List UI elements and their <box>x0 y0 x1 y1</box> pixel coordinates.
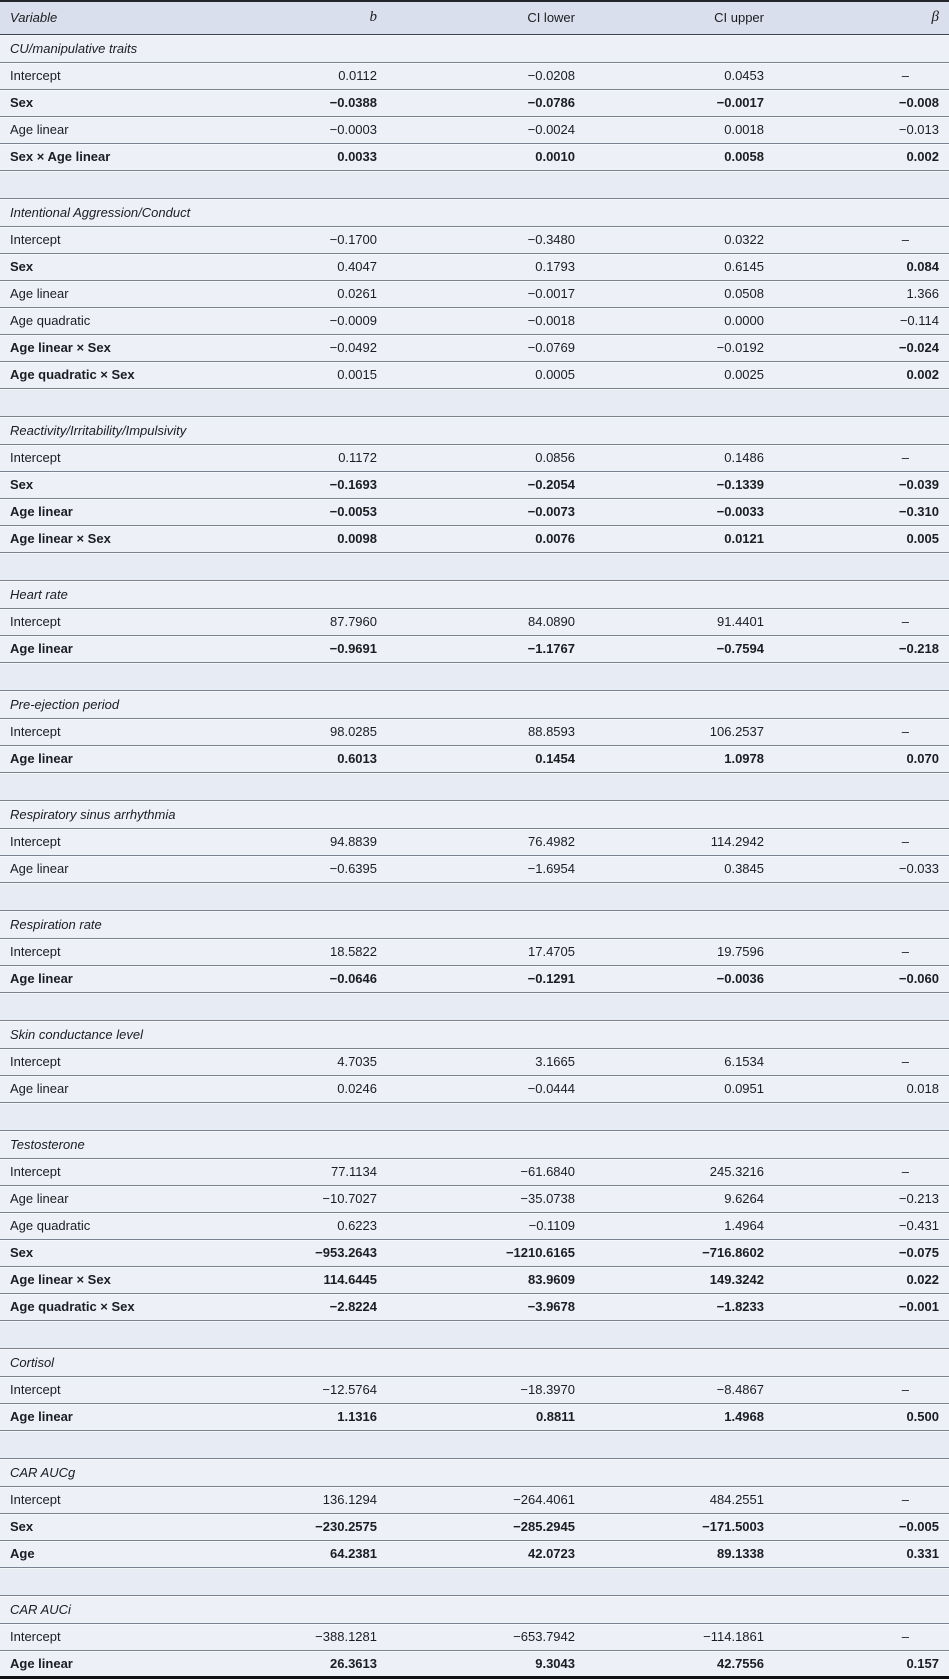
table-body <box>0 34 949 1677</box>
ci-lower-value: 84.0890 <box>387 608 585 635</box>
ci-lower-value: 0.0856 <box>387 444 585 471</box>
predictor-label: Sex <box>0 253 292 280</box>
ci-upper-value: −0.7594 <box>585 635 774 662</box>
ci-upper-value: −0.0036 <box>585 965 774 992</box>
ci-lower-value: −0.0018 <box>387 307 585 334</box>
table-row <box>0 143 949 170</box>
b-value: 18.5822 <box>292 938 387 965</box>
predictor-label: Age linear <box>0 855 292 882</box>
ci-upper-value: −0.0192 <box>585 334 774 361</box>
b-value: −10.7027 <box>292 1185 387 1212</box>
ci-upper-value: 245.3216 <box>585 1158 774 1185</box>
ci-lower-value: −0.0017 <box>387 280 585 307</box>
section-gap-cell <box>0 992 949 1020</box>
section-title: Skin conductance level <box>0 1020 949 1048</box>
ci-lower-value: −0.0786 <box>387 89 585 116</box>
beta-value: 0.022 <box>774 1266 949 1293</box>
ci-upper-value: 0.0453 <box>585 62 774 89</box>
beta-value: −0.213 <box>774 1185 949 1212</box>
beta-value: 0.157 <box>774 1650 949 1677</box>
ci-upper-value: 149.3242 <box>585 1266 774 1293</box>
ci-lower-value: 17.4705 <box>387 938 585 965</box>
ci-lower-value: 83.9609 <box>387 1266 585 1293</box>
b-value: 0.0261 <box>292 280 387 307</box>
section-gap-row <box>0 1320 949 1348</box>
predictor-label: Age linear × Sex <box>0 1266 292 1293</box>
ci-upper-value: −0.0017 <box>585 89 774 116</box>
section-gap-cell <box>0 1102 949 1130</box>
beta-value: −0.013 <box>774 116 949 143</box>
ci-upper-value: 0.0000 <box>585 307 774 334</box>
ci-lower-value: −61.6840 <box>387 1158 585 1185</box>
beta-value: – <box>774 226 949 253</box>
section-gap-row <box>0 1430 949 1458</box>
table-row <box>0 1185 949 1212</box>
ci-upper-value: 1.4964 <box>585 1212 774 1239</box>
section-gap-cell <box>0 1320 949 1348</box>
b-value: −0.0646 <box>292 965 387 992</box>
ci-upper-value: −8.4867 <box>585 1376 774 1403</box>
b-value: −0.0009 <box>292 307 387 334</box>
b-value: −0.0388 <box>292 89 387 116</box>
beta-value: 0.002 <box>774 143 949 170</box>
beta-value: −0.114 <box>774 307 949 334</box>
section-title-row <box>0 1458 949 1486</box>
ci-lower-value: −18.3970 <box>387 1376 585 1403</box>
beta-value: 0.084 <box>774 253 949 280</box>
ci-lower-value: −0.2054 <box>387 471 585 498</box>
ci-upper-value: 42.7556 <box>585 1650 774 1677</box>
beta-value: – <box>774 1486 949 1513</box>
predictor-label: Intercept <box>0 1048 292 1075</box>
ci-upper-value: 1.0978 <box>585 745 774 772</box>
ci-upper-value: 106.2537 <box>585 718 774 745</box>
section-gap-cell <box>0 882 949 910</box>
section-title: Respiratory sinus arrhythmia <box>0 800 949 828</box>
section-title: Intentional Aggression/Conduct <box>0 198 949 226</box>
predictor-label: Age linear <box>0 280 292 307</box>
ci-upper-value: 0.3845 <box>585 855 774 882</box>
predictor-label: Sex <box>0 89 292 116</box>
ci-lower-value: 9.3043 <box>387 1650 585 1677</box>
table-row <box>0 828 949 855</box>
predictor-label: Intercept <box>0 1158 292 1185</box>
predictor-label: Age linear <box>0 635 292 662</box>
section-title-row <box>0 1348 949 1376</box>
beta-value: – <box>774 1158 949 1185</box>
table-row <box>0 855 949 882</box>
b-value: −2.8224 <box>292 1293 387 1320</box>
header-row <box>0 1 949 34</box>
beta-value: – <box>774 1376 949 1403</box>
ci-upper-value: −0.1339 <box>585 471 774 498</box>
b-value: −0.0003 <box>292 116 387 143</box>
ci-upper-value: 9.6264 <box>585 1185 774 1212</box>
b-value: 26.3613 <box>292 1650 387 1677</box>
ci-lower-value: −1.6954 <box>387 855 585 882</box>
b-value: 98.0285 <box>292 718 387 745</box>
table-row <box>0 1486 949 1513</box>
b-value: 94.8839 <box>292 828 387 855</box>
ci-lower-value: −0.0073 <box>387 498 585 525</box>
table-header <box>0 1 949 34</box>
section-title: Respiration rate <box>0 910 949 938</box>
table-row <box>0 1266 949 1293</box>
beta-value: 0.070 <box>774 745 949 772</box>
b-value: −230.2575 <box>292 1513 387 1540</box>
beta-value: 0.005 <box>774 525 949 552</box>
predictor-label: Age linear <box>0 965 292 992</box>
table-row <box>0 608 949 635</box>
beta-value: – <box>774 444 949 471</box>
table-row <box>0 444 949 471</box>
predictor-label: Intercept <box>0 226 292 253</box>
b-value: 0.0015 <box>292 361 387 388</box>
table-row <box>0 334 949 361</box>
b-value: −0.6395 <box>292 855 387 882</box>
section-title: Cortisol <box>0 1348 949 1376</box>
ci-lower-value: −0.1291 <box>387 965 585 992</box>
ci-lower-value: 0.1793 <box>387 253 585 280</box>
table-row <box>0 1376 949 1403</box>
section-title: CAR AUCg <box>0 1458 949 1486</box>
table-row <box>0 307 949 334</box>
b-value: −0.1693 <box>292 471 387 498</box>
beta-value: −0.431 <box>774 1212 949 1239</box>
beta-value: −0.001 <box>774 1293 949 1320</box>
predictor-label: Age linear <box>0 1650 292 1677</box>
table-row <box>0 280 949 307</box>
ci-lower-value: 0.1454 <box>387 745 585 772</box>
ci-upper-value: 19.7596 <box>585 938 774 965</box>
b-value: 114.6445 <box>292 1266 387 1293</box>
ci-lower-value: 0.8811 <box>387 1403 585 1430</box>
b-value: 0.1172 <box>292 444 387 471</box>
table-row <box>0 471 949 498</box>
predictor-label: Age <box>0 1540 292 1567</box>
section-gap-cell <box>0 662 949 690</box>
section-title-row <box>0 800 949 828</box>
predictor-label: Intercept <box>0 444 292 471</box>
section-title-row <box>0 580 949 608</box>
ci-lower-value: −0.0444 <box>387 1075 585 1102</box>
b-value: 0.0033 <box>292 143 387 170</box>
section-gap-row <box>0 772 949 800</box>
section-title-row <box>0 1595 949 1623</box>
beta-value: −0.060 <box>774 965 949 992</box>
beta-value: −0.039 <box>774 471 949 498</box>
section-title: CAR AUCi <box>0 1595 949 1623</box>
ci-upper-value: 114.2942 <box>585 828 774 855</box>
predictor-label: Intercept <box>0 1486 292 1513</box>
section-gap-row <box>0 882 949 910</box>
b-value: 136.1294 <box>292 1486 387 1513</box>
b-value: 4.7035 <box>292 1048 387 1075</box>
ci-lower-value: 88.8593 <box>387 718 585 745</box>
column-header-ci-upper: CI upper <box>714 10 764 26</box>
b-value: 64.2381 <box>292 1540 387 1567</box>
section-title: Testosterone <box>0 1130 949 1158</box>
ci-upper-value: 0.0508 <box>585 280 774 307</box>
beta-value: – <box>774 608 949 635</box>
table-row <box>0 89 949 116</box>
section-title: Pre-ejection period <box>0 690 949 718</box>
section-title-row <box>0 198 949 226</box>
predictor-label: Age quadratic × Sex <box>0 361 292 388</box>
b-value: −953.2643 <box>292 1239 387 1266</box>
b-value: −0.9691 <box>292 635 387 662</box>
beta-value: −0.075 <box>774 1239 949 1266</box>
b-value: 0.0098 <box>292 525 387 552</box>
ci-lower-value: −1210.6165 <box>387 1239 585 1266</box>
ci-upper-value: 1.4968 <box>585 1403 774 1430</box>
beta-value: −0.005 <box>774 1513 949 1540</box>
ci-upper-value: −1.8233 <box>585 1293 774 1320</box>
ci-upper-value: 6.1534 <box>585 1048 774 1075</box>
section-gap-cell <box>0 1430 949 1458</box>
ci-lower-value: 0.0076 <box>387 525 585 552</box>
beta-value: – <box>774 1048 949 1075</box>
b-value: −12.5764 <box>292 1376 387 1403</box>
predictor-label: Age linear <box>0 1075 292 1102</box>
predictor-label: Intercept <box>0 608 292 635</box>
column-header-variable: Variable <box>10 10 58 26</box>
beta-value: – <box>774 62 949 89</box>
table-row <box>0 1650 949 1677</box>
b-value: 0.0112 <box>292 62 387 89</box>
predictor-label: Age linear × Sex <box>0 334 292 361</box>
ci-lower-value: −0.0024 <box>387 116 585 143</box>
table-row <box>0 525 949 552</box>
table-row <box>0 498 949 525</box>
ci-upper-value: 0.0058 <box>585 143 774 170</box>
predictor-label: Sex <box>0 471 292 498</box>
section-gap-cell <box>0 772 949 800</box>
b-value: −388.1281 <box>292 1623 387 1650</box>
table-row <box>0 226 949 253</box>
beta-value: – <box>774 1623 949 1650</box>
ci-lower-value: −264.4061 <box>387 1486 585 1513</box>
table-row <box>0 1158 949 1185</box>
section-gap-cell <box>0 170 949 198</box>
section-gap-row <box>0 1567 949 1595</box>
ci-upper-value: 91.4401 <box>585 608 774 635</box>
ci-lower-value: 42.0723 <box>387 1540 585 1567</box>
beta-value: – <box>774 718 949 745</box>
b-value: 0.0246 <box>292 1075 387 1102</box>
predictor-label: Age linear <box>0 1403 292 1430</box>
predictor-label: Intercept <box>0 828 292 855</box>
ci-upper-value: −114.1861 <box>585 1623 774 1650</box>
table-row <box>0 253 949 280</box>
table-row <box>0 965 949 992</box>
beta-value: 1.366 <box>774 280 949 307</box>
section-title-row <box>0 690 949 718</box>
ci-lower-value: −653.7942 <box>387 1623 585 1650</box>
predictor-label: Age quadratic <box>0 307 292 334</box>
beta-value: 0.500 <box>774 1403 949 1430</box>
b-value: 0.4047 <box>292 253 387 280</box>
ci-upper-value: 0.0025 <box>585 361 774 388</box>
ci-lower-value: 76.4982 <box>387 828 585 855</box>
predictor-label: Intercept <box>0 718 292 745</box>
ci-upper-value: 0.0322 <box>585 226 774 253</box>
predictor-label: Sex × Age linear <box>0 143 292 170</box>
section-gap-row <box>0 388 949 416</box>
ci-upper-value: −716.8602 <box>585 1239 774 1266</box>
table-row <box>0 745 949 772</box>
section-title: Reactivity/Irritability/Impulsivity <box>0 416 949 444</box>
section-title-row <box>0 1020 949 1048</box>
predictor-label: Age linear × Sex <box>0 525 292 552</box>
table-row <box>0 62 949 89</box>
beta-value: −0.310 <box>774 498 949 525</box>
table-row <box>0 1540 949 1567</box>
section-gap-cell <box>0 388 949 416</box>
predictor-label: Sex <box>0 1239 292 1266</box>
ci-upper-value: −0.0033 <box>585 498 774 525</box>
table-row <box>0 1623 949 1650</box>
column-header-b: b <box>369 9 377 26</box>
table-row <box>0 1239 949 1266</box>
table-row <box>0 1403 949 1430</box>
beta-value: 0.002 <box>774 361 949 388</box>
section-gap-row <box>0 1102 949 1130</box>
ci-lower-value: −0.0208 <box>387 62 585 89</box>
ci-lower-value: −285.2945 <box>387 1513 585 1540</box>
section-title-row <box>0 34 949 62</box>
predictor-label: Age linear <box>0 116 292 143</box>
ci-lower-value: −35.0738 <box>387 1185 585 1212</box>
table-row <box>0 116 949 143</box>
section-gap-row <box>0 992 949 1020</box>
beta-value: −0.008 <box>774 89 949 116</box>
predictor-label: Intercept <box>0 1623 292 1650</box>
table-row <box>0 635 949 662</box>
predictor-label: Intercept <box>0 1376 292 1403</box>
ci-upper-value: 0.0018 <box>585 116 774 143</box>
column-header-beta: β <box>931 9 939 26</box>
table-row <box>0 1293 949 1320</box>
ci-upper-value: −171.5003 <box>585 1513 774 1540</box>
beta-value: −0.218 <box>774 635 949 662</box>
column-header-ci-lower: CI lower <box>527 10 575 26</box>
ci-upper-value: 89.1338 <box>585 1540 774 1567</box>
ci-upper-value: 484.2551 <box>585 1486 774 1513</box>
ci-lower-value: −0.3480 <box>387 226 585 253</box>
ci-lower-value: 3.1665 <box>387 1048 585 1075</box>
predictor-label: Intercept <box>0 938 292 965</box>
beta-value: 0.331 <box>774 1540 949 1567</box>
predictor-label: Age linear <box>0 498 292 525</box>
ci-upper-value: 0.0121 <box>585 525 774 552</box>
table-row <box>0 1212 949 1239</box>
predictor-label: Age linear <box>0 1185 292 1212</box>
table-row <box>0 1075 949 1102</box>
ci-upper-value: 0.1486 <box>585 444 774 471</box>
table-row <box>0 1513 949 1540</box>
predictor-label: Age quadratic <box>0 1212 292 1239</box>
ci-lower-value: −0.0769 <box>387 334 585 361</box>
b-value: 1.1316 <box>292 1403 387 1430</box>
section-gap-row <box>0 552 949 580</box>
ci-lower-value: −3.9678 <box>387 1293 585 1320</box>
predictor-label: Sex <box>0 1513 292 1540</box>
section-gap-row <box>0 662 949 690</box>
section-title: CU/manipulative traits <box>0 34 949 62</box>
section-gap-row <box>0 170 949 198</box>
beta-value: −0.033 <box>774 855 949 882</box>
b-value: 87.7960 <box>292 608 387 635</box>
ci-upper-value: 0.6145 <box>585 253 774 280</box>
ci-lower-value: −0.1109 <box>387 1212 585 1239</box>
beta-value: – <box>774 938 949 965</box>
ci-lower-value: 0.0005 <box>387 361 585 388</box>
ci-lower-value: 0.0010 <box>387 143 585 170</box>
b-value: −0.0492 <box>292 334 387 361</box>
b-value: −0.0053 <box>292 498 387 525</box>
section-title-row <box>0 416 949 444</box>
table-row <box>0 361 949 388</box>
b-value: 0.6013 <box>292 745 387 772</box>
b-value: 0.6223 <box>292 1212 387 1239</box>
section-title-row <box>0 910 949 938</box>
predictor-label: Intercept <box>0 62 292 89</box>
b-value: 77.1134 <box>292 1158 387 1185</box>
ci-lower-value: −1.1767 <box>387 635 585 662</box>
beta-value: – <box>774 828 949 855</box>
table-row <box>0 718 949 745</box>
ci-upper-value: 0.0951 <box>585 1075 774 1102</box>
section-gap-cell <box>0 1567 949 1595</box>
predictor-label: Age linear <box>0 745 292 772</box>
section-title: Heart rate <box>0 580 949 608</box>
beta-value: −0.024 <box>774 334 949 361</box>
beta-value: 0.018 <box>774 1075 949 1102</box>
b-value: −0.1700 <box>292 226 387 253</box>
predictor-label: Age quadratic × Sex <box>0 1293 292 1320</box>
section-title-row <box>0 1130 949 1158</box>
table-row <box>0 938 949 965</box>
table-row <box>0 1048 949 1075</box>
section-gap-cell <box>0 552 949 580</box>
